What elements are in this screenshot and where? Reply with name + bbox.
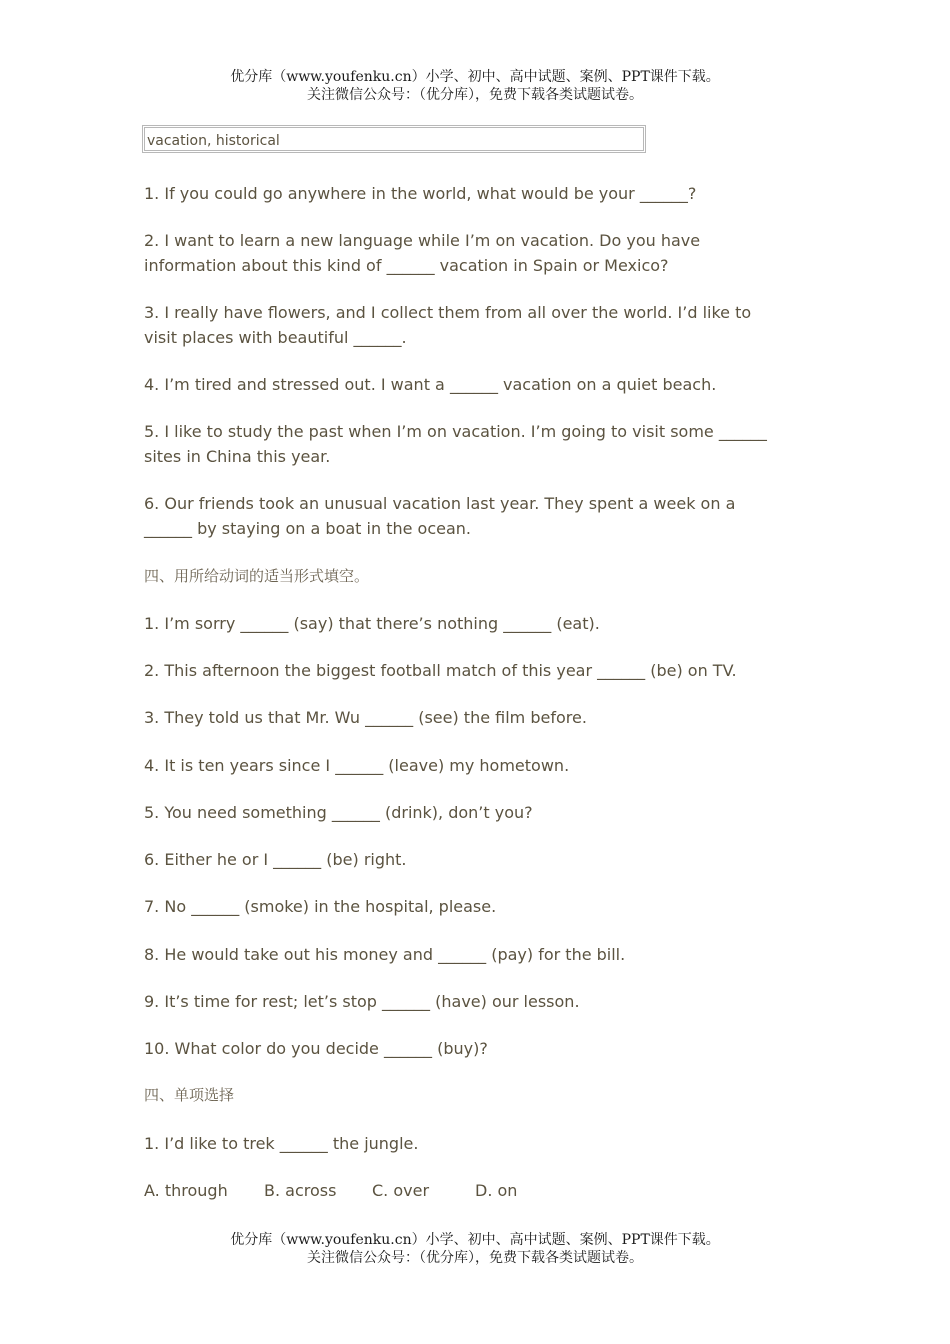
footer-line-1: 优分库（www.youfenku.cn）小学、初中、高中试题、案例、PPT课件下载。 [230,1232,720,1248]
footer-line-2: 关注微信公众号：（优分库），免费下载各类试题试卷。 [307,1250,643,1266]
section-title-multiple-choice: 四、单项选择 [144,1086,235,1104]
verb-item: 4. It is ten years since I ______ (leave) my hometown. [144,756,570,775]
verb-item: 10. What color do you decide ______ (buy)? [144,1039,488,1058]
header-line-1: 优分库（www.youfenku.cn）小学、初中、高中试题、案例、PPT课件下载。 [230,69,720,85]
fill-in-item: 3. I really have flowers, and I collect them from all over the world. I’d like to [144,303,752,322]
mc-option-a: A. through [144,1181,228,1200]
page-header [0,68,950,104]
fill-in-item: sites in China this year. [144,447,331,466]
fill-in-item: information about this kind of ______ vacation in Spain or Mexico? [144,256,669,275]
verb-item: 6. Either he or I ______ (be) right. [144,850,407,869]
page-footer [0,1231,950,1267]
section-title-verbs: 四、用所给动词的适当形式填空。 [144,567,370,585]
verb-item: 7. No ______ (smoke) in the hospital, please. [144,897,497,916]
verb-item: 1. I’m sorry ______ (say) that there’s nothing ______ (eat). [144,614,600,633]
mc-option-c: C. over [372,1181,430,1200]
fill-in-item: 2. I want to learn a new language while I’m on vacation. Do you have [144,231,701,250]
mc-option-b: B. across [264,1181,337,1200]
fill-in-item: ______ by staying on a boat in the ocean. [144,519,471,538]
mc-question: 1. I’d like to trek ______ the jungle. [144,1134,419,1153]
fill-in-item: 6. Our friends took an unusual vacation last year. They spent a week on a [144,494,736,513]
fill-in-item: visit places with beautiful ______. [144,328,407,347]
verb-item: 5. You need something ______ (drink), don’t you? [144,803,533,822]
fill-in-item: 1. If you could go anywhere in the world, what would be your ______? [144,184,697,203]
fill-in-item: 4. I’m tired and stressed out. I want a ______ vacation on a quiet beach. [144,375,717,394]
fill-in-item: 5. I like to study the past when I’m on vacation. I’m going to visit some ______ [144,422,767,441]
verb-item: 9. It’s time for rest; let’s stop ______ (have) our lesson. [144,992,580,1011]
word-bank-box [142,125,646,153]
mc-option-d: D. on [475,1181,518,1200]
header-line-2: 关注微信公众号：（优分库），免费下载各类试题试卷。 [307,87,643,103]
verb-item: 3. They told us that Mr. Wu ______ (see) the film before. [144,708,587,727]
verb-item: 8. He would take out his money and ______ (pay) for the bill. [144,945,626,964]
word-bank-text: vacation, historical [147,133,280,149]
verb-item: 2. This afternoon the biggest football match of this year ______ (be) on TV. [144,661,737,680]
